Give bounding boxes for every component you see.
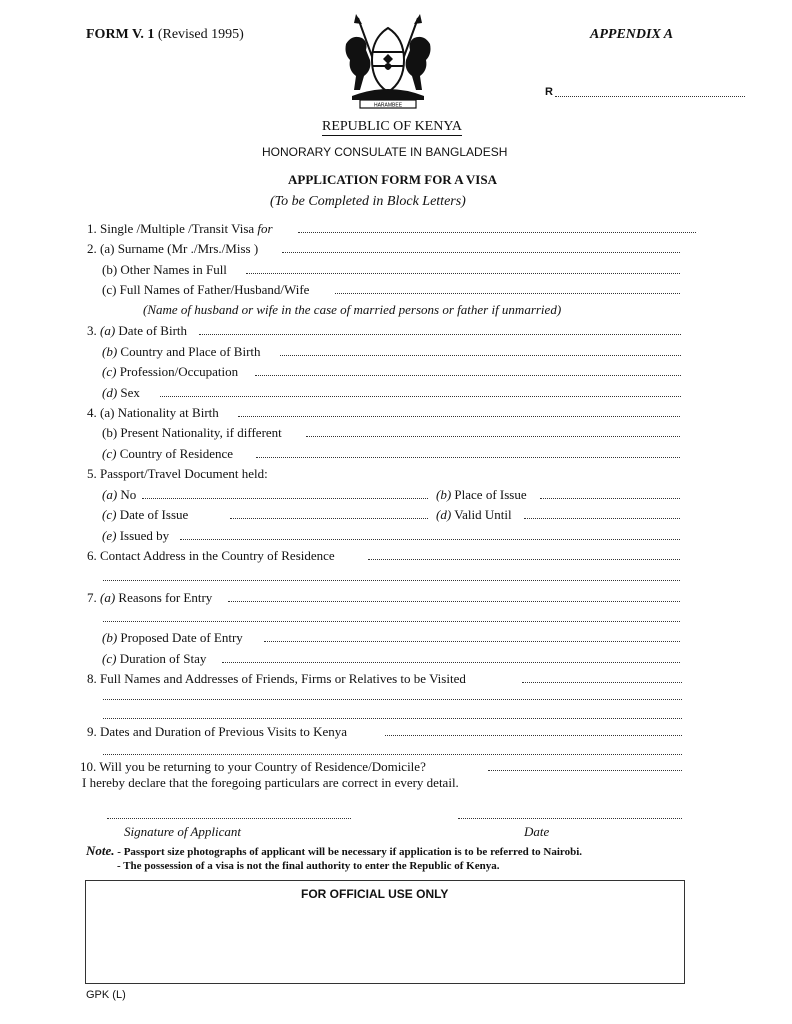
appendix-label: APPENDIX A [590,27,674,42]
consulate-title: HONORARY CONSULATE IN BANGLADESH [262,145,508,159]
q7b-input[interactable] [264,641,680,642]
q9-label: 9. Dates and Duration of Previous Visits to Kenya [87,724,348,739]
q4a-input[interactable] [238,416,680,417]
q2a-label: 2. (a) Surname (Mr ./Mrs./Miss ) [87,241,259,256]
q7a-input-line2[interactable] [103,621,680,622]
q4b-label: (b) Present Nationality, if different [102,425,282,440]
q5a-input[interactable] [142,498,428,499]
q5c-input[interactable] [230,518,428,519]
form-instruction: (To be Completed in Block Letters) [270,194,466,209]
kenya-coat-of-arms [340,14,436,110]
q4c-input[interactable] [256,457,680,458]
q6-input-line1[interactable] [368,559,680,560]
q5c-label: (c) Date of Issue [102,507,189,522]
form-number: FORM V. 1 (Revised 1995) [86,27,244,42]
q9-input-line2[interactable] [103,754,682,755]
q5d-label: (d) Valid Until [436,507,512,522]
signature-label: Signature of Applicant [124,824,241,839]
q1-label: 1. Single /Multiple /Transit Visa for [87,221,273,236]
note-1: Note. - Passport size photographs of applicant will be necessary if application is to be referred to Nairobi. [86,843,583,858]
official-use-title: FOR OFFICIAL USE ONLY [301,887,449,901]
date-input[interactable] [458,818,682,819]
q10-label: 10. Will you be returning to your Country of Residence/Domicile? [80,759,426,774]
revised-note: (Revised 1995) [157,27,244,42]
q10-input[interactable] [488,770,682,771]
reference-number-line[interactable] [555,96,745,97]
signature-input[interactable] [107,818,351,819]
republic-title: REPUBLIC OF KENYA [322,119,463,134]
q5b-label: (b) Place of Issue [436,487,527,502]
q5a-label: (a) No [102,487,137,502]
q2b-input[interactable] [246,273,680,274]
official-use-box [85,880,685,984]
q8-input-line1[interactable] [522,682,682,683]
form-title: APPLICATION FORM FOR A VISA [288,172,497,187]
q3a-input[interactable] [199,334,681,335]
q7c-label: (c) Duration of Stay [102,651,207,666]
note-2: - The possession of a visa is not the final authority to enter the Republic of Kenya. [117,860,500,872]
q5d-input[interactable] [524,518,680,519]
q6-label: 6. Contact Address in the Country of Residence [87,548,335,563]
q5b-input[interactable] [540,498,680,499]
q8-input-line3[interactable] [103,718,682,719]
q7b-label: (b) Proposed Date of Entry [102,630,243,645]
q4b-input[interactable] [306,436,680,437]
q4c-label: (c) Country of Residence [102,446,234,461]
q3a-label: 3. (a) Date of Birth [87,323,188,338]
q6-input-line2[interactable] [103,580,680,581]
footer-code: GPK (L) [86,989,126,1001]
reference-number-field[interactable]: R [545,86,553,98]
declaration: I hereby declare that the foregoing particulars are correct in every detail. [82,775,459,790]
q3c-label: (c) Profession/Occupation [102,364,239,379]
q3d-input[interactable] [160,396,681,397]
emblem-motto: HARAMBEE [373,102,403,109]
q5e-input[interactable] [180,539,680,540]
q2a-input[interactable] [282,252,680,253]
q2c-label: (c) Full Names of Father/Husband/Wife [102,282,310,297]
q7a-input-line1[interactable] [228,601,680,602]
q4a-label: 4. (a) Nationality at Birth [87,405,219,420]
q5-label: 5. Passport/Travel Document held: [87,466,268,481]
q3b-label: (b) Country and Place of Birth [102,344,261,359]
q7c-input[interactable] [222,662,680,663]
q3d-label: (d) Sex [102,385,140,400]
q9-input-line1[interactable] [385,735,682,736]
q2-note: (Name of husband or wife in the case of married persons or father if unmarried) [143,302,562,317]
date-label: Date [524,824,550,839]
q3c-input[interactable] [255,375,681,376]
q2b-label: (b) Other Names in Full [102,262,227,277]
q8-input-line2[interactable] [103,699,682,700]
q7a-label: 7. (a) Reasons for Entry [87,590,213,605]
q8-label: 8. Full Names and Addresses of Friends, Firms or Relatives to be Visited [87,671,466,686]
q3b-input[interactable] [280,355,681,356]
q1-input[interactable] [298,232,696,233]
q2c-input[interactable] [335,293,680,294]
q5e-label: (e) Issued by [102,528,170,543]
